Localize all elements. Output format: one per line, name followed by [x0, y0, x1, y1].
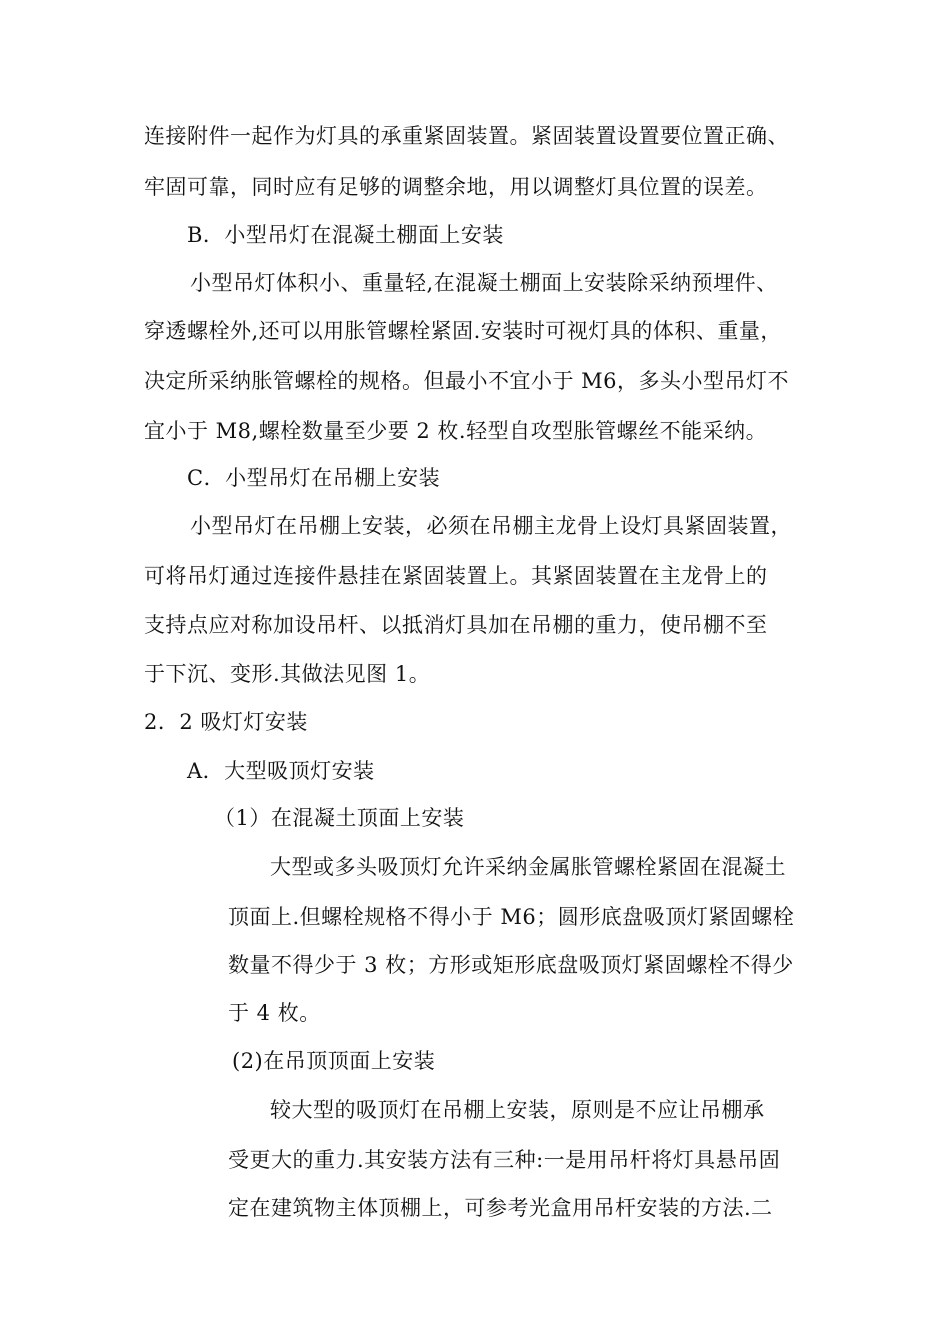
paragraph-line: 连接附件一起作为灯具的承重紧固装置。紧固装置设置要位置正确、 — [144, 124, 789, 148]
paragraph-line: 定在建筑物主体顶棚上，可参考光盒用吊杆安装的方法.二 — [228, 1196, 773, 1220]
paragraph-line: 牢固可靠，同时应有足够的调整余地，用以调整灯具位置的误差。 — [144, 175, 768, 199]
paragraph-line: 顶面上.但螺栓规格不得小于 M6；圆形底盘吸顶灯紧固螺栓 — [228, 905, 795, 929]
paragraph-line: 较大型的吸顶灯在吊棚上安装，原则是不应让吊棚承 — [270, 1098, 765, 1122]
paragraph-line: 可将吊灯通过连接件悬挂在紧固装置上。其紧固装置在主龙骨上的 — [144, 564, 768, 588]
section-heading: 2．2 吸灯灯安装 — [144, 710, 308, 734]
paragraph-line: 支持点应对称加设吊杆、以抵消灯具加在吊棚的重力，使吊棚不至 — [144, 613, 768, 637]
paragraph-line: 于下沉、变形.其做法见图 1。 — [144, 662, 431, 686]
paragraph-line: 数量不得少于 3 枚；方形或矩形底盘吸顶灯紧固螺栓不得少 — [228, 953, 794, 977]
paragraph-line: 于 4 枚。 — [228, 1001, 321, 1025]
paragraph-line: 小型吊灯体积小、重量轻,在混凝土棚面上安装除采纳预埋件、 — [190, 271, 778, 295]
paragraph-line: 大型或多头吸顶灯允许采纳金属胀管螺栓紧固在混凝土 — [270, 855, 786, 879]
paragraph-line: 受更大的重力.其安装方法有三种:一是用吊杆将灯具悬吊固 — [228, 1148, 781, 1172]
subsection-heading: （1）在混凝土顶面上安装 — [214, 806, 465, 830]
paragraph-line: 穿透螺栓外,还可以用胀管螺栓紧固.安装时可视灯具的体积、重量， — [144, 319, 782, 343]
section-heading: A．大型吸顶灯安装 — [187, 759, 375, 783]
paragraph-line: 宜小于 M8,螺栓数量至少要 2 枚.轻型自攻型胀管螺丝不能采纳。 — [144, 419, 768, 443]
section-heading: B．小型吊灯在混凝土棚面上安装 — [187, 223, 504, 247]
section-heading: C．小型吊灯在吊棚上安装 — [187, 466, 441, 490]
paragraph-line: 决定所采纳胀管螺栓的规格。但最小不宜小于 M6，多头小型吊灯不 — [144, 369, 790, 393]
paragraph-line: 小型吊灯在吊棚上安装，必须在吊棚主龙骨上设灯具紧固装置， — [190, 514, 792, 538]
subsection-heading: (2)在吊顶顶面上安装 — [232, 1049, 436, 1073]
